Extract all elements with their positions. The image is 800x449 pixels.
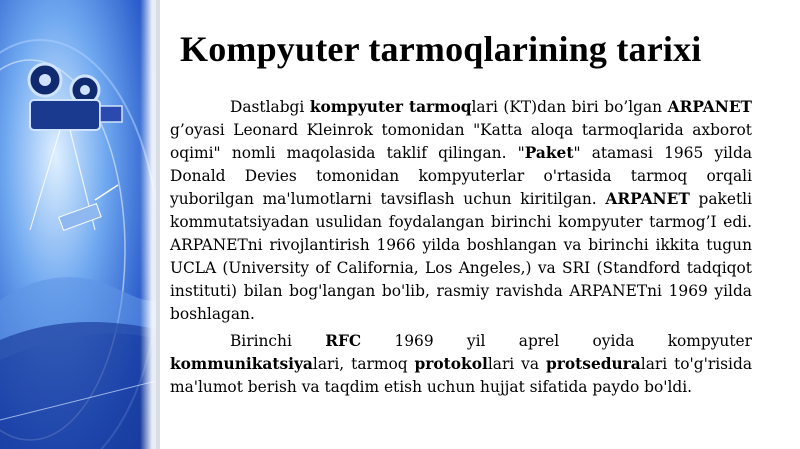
slide-title: Kompyuter tarmoqlarining tarixi — [180, 29, 702, 69]
decorative-side-art — [0, 0, 160, 449]
bold-term: ARPANET — [667, 98, 753, 116]
bold-term: protokol — [414, 355, 488, 373]
text-run: g’oyasi Leonard Kleinrok tomonidan "Katta aloqa tarmoqlarida axborot oqimi" nomli maqolasida taklif qilingan. " — [170, 121, 752, 162]
text-run: 1969 yil aprel oyida kompyuter — [361, 332, 752, 350]
bold-term: RFC — [325, 332, 362, 350]
text-run: Dastlabgi — [230, 98, 310, 116]
bold-term: Paket — [524, 144, 574, 162]
text-run: Birinchi — [230, 332, 326, 350]
text-run: lari va — [487, 355, 547, 373]
text-run: paketli kommutatsiyadan usulidan foydalangan birinchi kompyuter tarmog’I edi. ARPANETni rivojlantirish 1966 yilda boshlangan va birinchi ikkita tugun UCLA (University of California, Los Angeles,) va SRI (Standford tadqiqot instituti) bilan bog'langan bo'lib, rasmiy ravishda ARPANETni 1969 yilda boshlagan. — [170, 190, 752, 323]
bold-term: protsedura — [546, 355, 641, 373]
text-run: " atamasi 1965 yilda Donald Devies tomonidan kompyuterlar o'rtasida tarmoq orqali yuborilgan ma'lumotlarni tavsiflash uchun kiritilgan. — [170, 144, 753, 208]
technology-collage-image — [0, 0, 160, 449]
text-run: lari to'g'risida ma'lumot berish va taqdim etish uchun hujjat sifatida paydo bo'ldi. — [170, 355, 752, 396]
paragraph-arpanet — [170, 96, 752, 326]
text-run: lari, tarmoq — [312, 355, 415, 373]
bold-term: kommunikatsiya — [170, 355, 313, 373]
slide-body — [170, 96, 752, 403]
text-run: lari (KT)dan biri bo’lgan — [471, 98, 668, 116]
paragraph-rfc — [170, 330, 752, 399]
bold-term: ARPANET — [605, 190, 690, 208]
bold-term: kompyuter tarmoq — [309, 98, 472, 116]
